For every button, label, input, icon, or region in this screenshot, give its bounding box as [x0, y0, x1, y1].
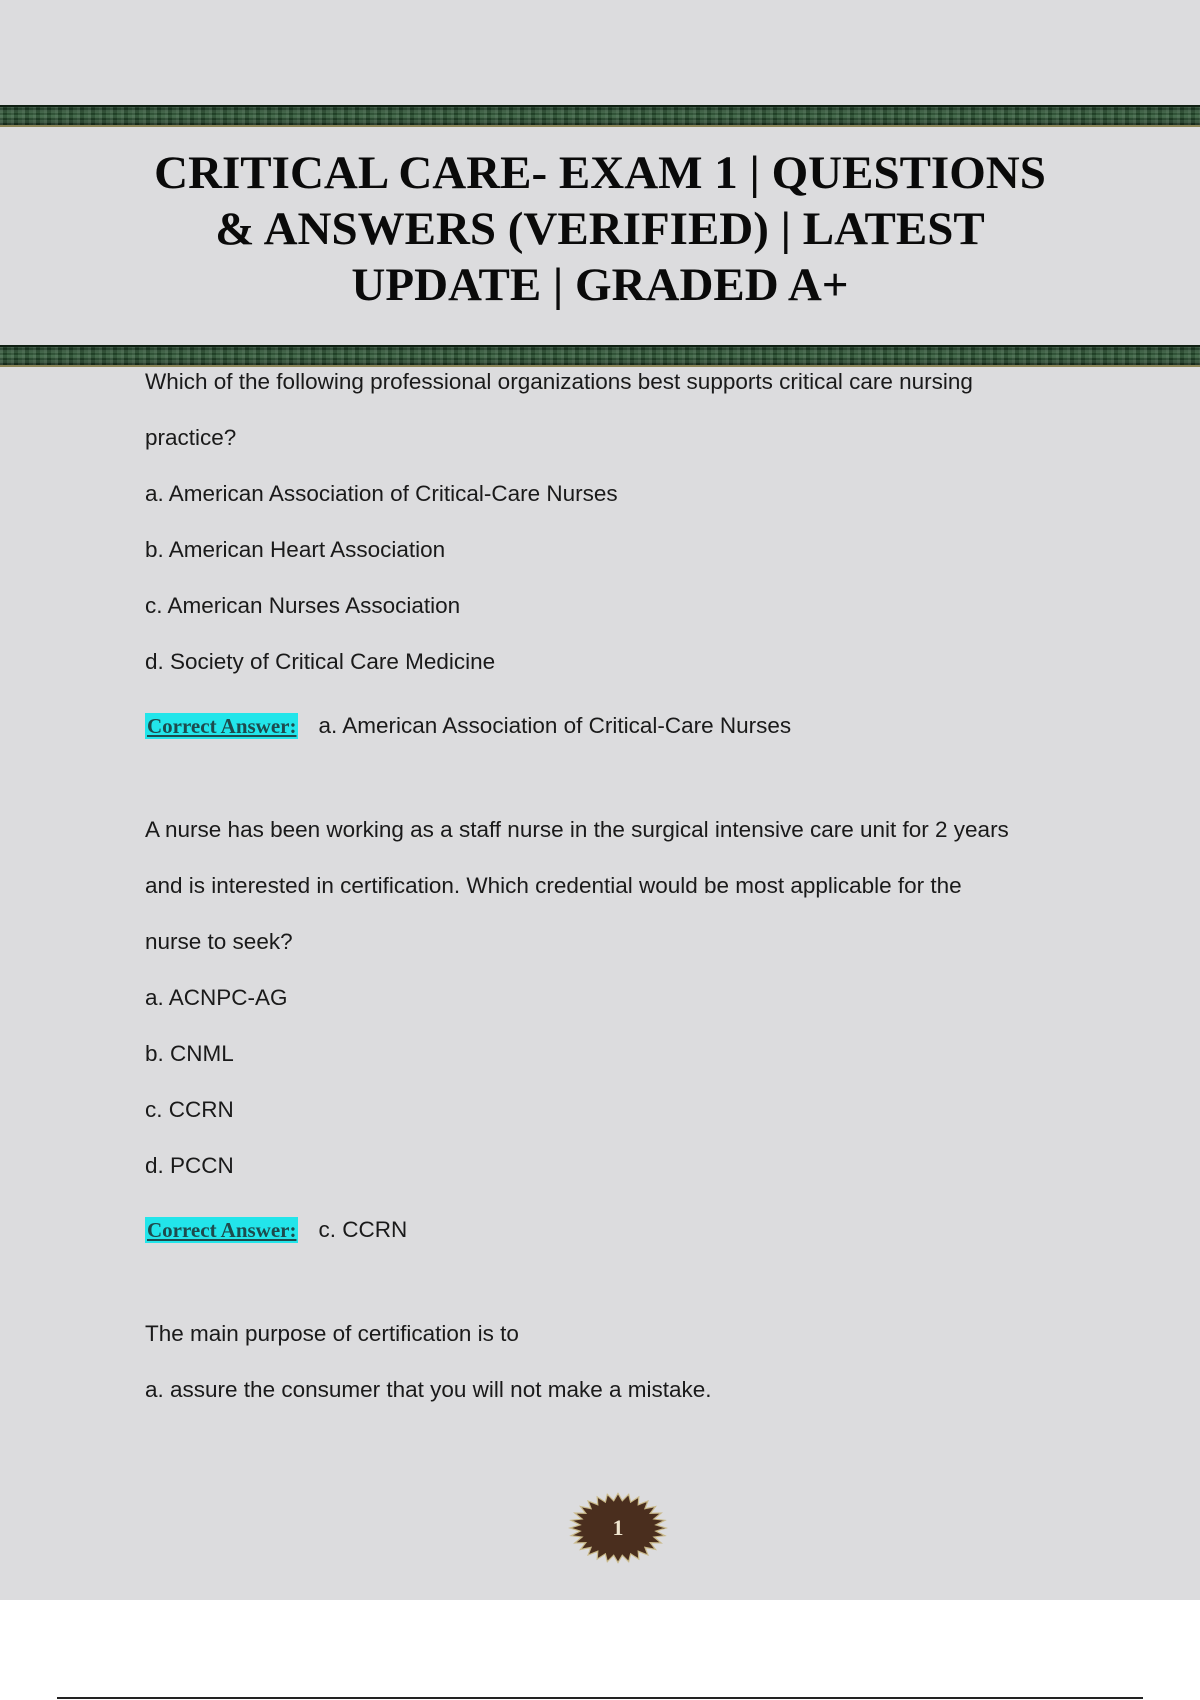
question-2-stem-line-2: and is interested in certification. Which credential would be most applicable for the — [145, 873, 962, 898]
question-1-answer-text: a. American Association of Critical-Care Nurses — [318, 713, 792, 738]
question-1-option-d: d. Society of Critical Care Medicine — [145, 649, 496, 674]
correct-answer-label: Correct Answer: — [147, 1218, 297, 1242]
correct-answer-label: Correct Answer: — [147, 714, 297, 738]
question-2-answer — [145, 1202, 1085, 1258]
footer-rule — [57, 1697, 1143, 1699]
decorative-band-top — [0, 105, 1200, 127]
question-3-stem-line-1: The main purpose of certification is to — [145, 1321, 519, 1346]
question-1-answer — [145, 698, 1085, 754]
questions-content — [145, 362, 1085, 1426]
question-2-option-c: c. CCRN — [145, 1097, 234, 1122]
question-2-option-b: b. CNML — [145, 1041, 234, 1066]
question-2-answer-text: c. CCRN — [318, 1217, 408, 1242]
question-1-option-a: a. American Association of Critical-Care Nurses — [145, 481, 618, 506]
spacer — [145, 754, 1085, 810]
question-2-stem-line-3: nurse to seek? — [145, 929, 293, 954]
page-number-seal — [568, 1492, 668, 1564]
question-1-stem-line-1: Which of the following professional organizations best supports critical care nursing — [145, 369, 973, 394]
question-2-option-a: a. ACNPC-AG — [145, 985, 288, 1010]
question-2-option-d: d. PCCN — [145, 1153, 234, 1178]
page-number: 1 — [612, 1515, 624, 1540]
spacer — [145, 1258, 1085, 1314]
question-1-option-b: b. American Heart Association — [145, 537, 446, 562]
question-1-stem-line-2: practice? — [145, 425, 237, 450]
question-1-option-c: c. American Nurses Association — [145, 593, 461, 618]
question-2-stem-line-1: A nurse has been working as a staff nurse in the surgical intensive care unit for 2 years — [145, 817, 1009, 842]
document-title: CRITICAL CARE- EXAM 1 | QUESTIONS & ANSWERS (VERIFIED) | LATEST UPDATE | GRADED A+ — [154, 147, 1046, 311]
question-3-option-a: a. assure the consumer that you will not make a mistake. — [145, 1377, 712, 1402]
